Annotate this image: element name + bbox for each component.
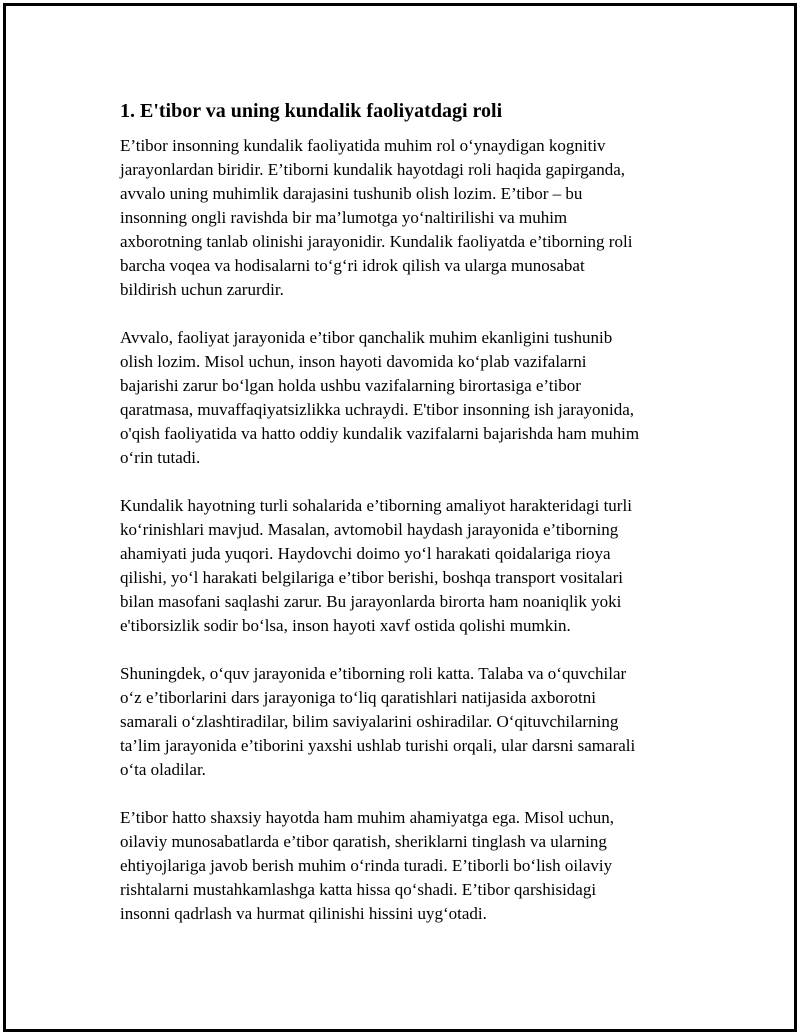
text-line: Avvalo, faoliyat jarayonida e’tibor qanchalik muhim ekanligini tushunib <box>120 328 613 347</box>
text-line: qaratmasa, muvaffaqiyatsizlikka uchraydi. E'tibor insonning ish jarayonida, <box>120 400 635 419</box>
text-line: o‘z e’tiborlarini dars jarayoniga to‘liq qaratishlari natijasida axborotni <box>120 688 596 707</box>
text-line: ta’lim jarayonida e’tiborini yaxshi ushlab turishi orqali, ular darsni samarali <box>120 736 636 755</box>
paragraph-4 <box>120 662 690 782</box>
text-line: ehtiyojlariga javob berish muhim o‘rinda turadi. E’tiborli bo‘lish oilaviy <box>120 856 613 875</box>
text-line: insonni qadrlash va hurmat qilinishi hissini uyg‘otadi. <box>120 904 487 923</box>
text-line: barcha voqea va hodisalarni to‘g‘ri idrok qilish va ularga munosabat <box>120 256 585 275</box>
text-line: E’tibor hatto shaxsiy hayotda ham muhim ahamiyatga ega. Misol uchun, <box>120 808 615 827</box>
text-line: o‘ta oladilar. <box>120 760 206 779</box>
text-line: oilaviy munosabatlarda e’tibor qaratish, sheriklarni tinglash va ularning <box>120 832 607 851</box>
text-line: ahamiyati juda yuqori. Haydovchi doimo yo‘l harakati qoidalariga rioya <box>120 544 611 563</box>
paragraph-3 <box>120 494 690 638</box>
text-line: o'qish faoliyatida va hatto oddiy kundalik vazifalarni bajarishda ham muhim <box>120 424 640 443</box>
document-body <box>120 98 690 950</box>
text-line: rishtalarni mustahkamlashga katta hissa qo‘shadi. E’tibor qarshisidagi <box>120 880 597 899</box>
text-line: avvalo uning muhimlik darajasini tushunib olish lozim. E’tibor – bu <box>120 184 583 203</box>
text-line: axborotning tanlab olinishi jarayonidir. Kundalik faoliyatda e’tiborning roli <box>120 232 633 251</box>
text-line: olish lozim. Misol uchun, inson hayoti davomida ko‘plab vazifalarni <box>120 352 587 371</box>
text-line: bajarishi zarur bo‘lgan holda ushbu vazifalarning birortasiga e’tibor <box>120 376 581 395</box>
text-line: samarali o‘zlashtiradilar, bilim saviyalarini oshiradilar. O‘qituvchilarning <box>120 712 619 731</box>
section-heading: 1. E'tibor va uning kundalik faoliyatdagi roli <box>120 100 503 122</box>
paragraph-2 <box>120 326 690 470</box>
text-line: bildirish uchun zarurdir. <box>120 280 284 299</box>
text-line: ko‘rinishlari mavjud. Masalan, avtomobil haydash jarayonida e’tiborning <box>120 520 619 539</box>
paragraph-5 <box>120 806 690 926</box>
text-line: Shuningdek, o‘quv jarayonida e’tiborning roli katta. Talaba va o‘quvchilar <box>120 664 627 683</box>
text-line: qilishi, yo‘l harakati belgilariga e’tibor berishi, boshqa transport vositalari <box>120 568 623 587</box>
page-frame <box>3 3 797 1032</box>
text-line: e'tiborsizlik sodir bo‘lsa, inson hayoti xavf ostida qolishi mumkin. <box>120 616 571 635</box>
text-line: insonning ongli ravishda bir ma’lumotga yo‘naltirilishi va muhim <box>120 208 568 227</box>
text-line: bilan masofani saqlashi zarur. Bu jarayonlarda birorta ham noaniqlik yoki <box>120 592 622 611</box>
text-line: Kundalik hayotning turli sohalarida e’tiborning amaliyot harakteridagi turli <box>120 496 632 515</box>
text-line: E’tibor insonning kundalik faoliyatida muhim rol o‘ynaydigan kognitiv <box>120 136 606 155</box>
text-line: jarayonlardan biridir. E’tiborni kundalik hayotdagi roli haqida gapirganda, <box>120 160 625 179</box>
text-line: o‘rin tutadi. <box>120 448 201 467</box>
paragraph-1 <box>120 134 690 302</box>
